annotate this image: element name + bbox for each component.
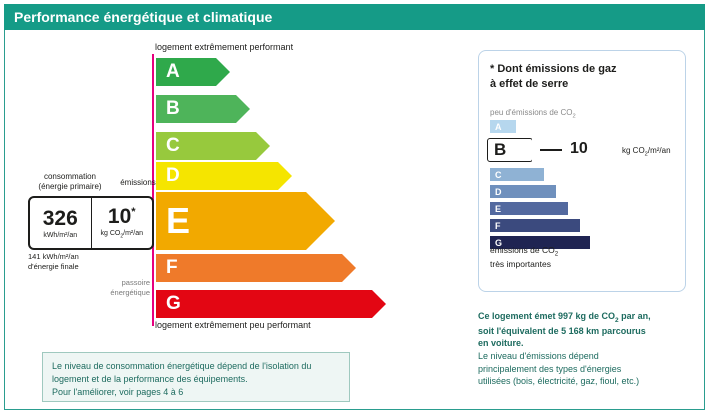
dpe-value-box xyxy=(28,196,154,250)
dpe-band-e-current xyxy=(156,192,306,250)
final-energy-line2: d'énergie finale xyxy=(28,261,79,271)
dpe-band-f-arrow xyxy=(342,254,356,282)
note-ges-line3: utilisées (bois, électricité, gaz, fioul, etc.) xyxy=(478,376,640,387)
dpe-band-d-letter: D xyxy=(166,165,180,186)
note-energy-line2: logement et de la performance des équipements. xyxy=(52,374,248,385)
ges-scale-top-label: peu d'émissions de $CO_2$ xyxy=(490,108,576,120)
dpe-top-label: logement extrêmement performant xyxy=(155,42,294,52)
dpe-band-d-arrow xyxy=(278,162,292,190)
ges-band-c xyxy=(490,168,544,181)
ges-band-b-current xyxy=(487,138,533,162)
consumption-header-line1: consommation xyxy=(43,172,97,181)
note-ges-line1: Le niveau d'émissions dépend xyxy=(478,351,599,362)
dpe-band-d xyxy=(156,162,278,190)
ges-band-f xyxy=(490,219,580,232)
emissions-value-number: 10 xyxy=(107,205,132,229)
passoire-label xyxy=(88,278,150,298)
ges-scale-bottom-label xyxy=(490,245,670,270)
consumption-value: 326 xyxy=(42,206,78,230)
note-energy-line1: Le niveau de consommation énergétique dépend de l'isolation du xyxy=(52,361,312,371)
dpe-band-c-letter: C xyxy=(166,135,180,156)
page-title xyxy=(4,4,705,30)
ges-band-e xyxy=(490,202,568,215)
dpe-axis-line xyxy=(152,54,154,326)
emissions-unit: kg $CO_2/m^2/an$ xyxy=(100,230,143,240)
dpe-bottom-label: logement extrêmement peu performant xyxy=(155,320,311,330)
dpe-band-g-arrow xyxy=(372,290,386,318)
note-ges xyxy=(478,310,684,388)
ges-band-g-letter: G xyxy=(495,237,503,248)
ges-value-unit: kg $CO_2/m^2/an$ xyxy=(622,146,671,158)
dpe-band-b-letter: B xyxy=(166,98,180,119)
ges-band-d-letter: D xyxy=(495,186,502,197)
dpe-band-f-letter: F xyxy=(166,257,178,278)
ges-title-line1: * Dont émissions de gaz xyxy=(490,63,617,75)
ges-scale-bottom-line1: émissions de $CO_2$ xyxy=(490,245,559,258)
emissions-asterisk: * xyxy=(131,206,136,219)
dpe-band-g xyxy=(156,290,372,318)
dpe-band-a-arrow xyxy=(216,58,230,86)
dpe-band-b xyxy=(156,95,236,123)
dpe-band-c-arrow xyxy=(256,132,270,160)
dpe-band-e-letter: E xyxy=(166,200,191,241)
ges-band-a-letter: A xyxy=(495,121,502,132)
consumption-header-line2: (énergie primaire) xyxy=(38,182,102,191)
ges-band-c-letter: C xyxy=(495,169,502,180)
ges-title xyxy=(490,62,670,92)
passoire-line1: passoire xyxy=(121,278,150,287)
ges-value: 10 xyxy=(570,140,588,157)
emissions-header: émissions xyxy=(120,178,156,187)
ges-band-e-letter: E xyxy=(495,203,502,214)
note-energy xyxy=(42,352,350,402)
consumption-unit: kWh/m²/an xyxy=(43,231,78,239)
ges-leader-line xyxy=(540,149,562,151)
note-ges-bold-line2: soit l'équivalent de 5 168 km parcourus xyxy=(478,325,646,336)
ges-scale-bottom-line2: très importantes xyxy=(490,258,551,269)
note-ges-line2: principalement des types d'énergies xyxy=(478,363,622,374)
ges-title-line2: à effet de serre xyxy=(490,77,569,90)
ges-band-b-letter: B xyxy=(494,140,507,159)
emissions-value-cell xyxy=(91,198,153,248)
final-energy-line1: 141 kWh/m²/an xyxy=(28,252,79,261)
final-energy-note xyxy=(28,252,128,272)
dpe-band-f xyxy=(156,254,342,282)
ges-band-d xyxy=(490,185,556,198)
emissions-value xyxy=(108,206,136,227)
dpe-band-a xyxy=(156,58,216,86)
dpe-band-c xyxy=(156,132,256,160)
dpe-band-e-arrow xyxy=(306,192,335,250)
dpe-band-b-arrow xyxy=(236,95,250,123)
consumption-value-cell xyxy=(30,198,91,248)
dpe-band-a-letter: A xyxy=(166,61,180,82)
ges-band-f-letter: F xyxy=(495,220,501,231)
passoire-line2: énergétique xyxy=(110,287,150,297)
page-title-text: Performance énergétique et climatique xyxy=(14,9,273,25)
note-ges-bold-line3: en voiture. xyxy=(478,338,524,349)
ges-band-a xyxy=(490,120,516,133)
note-energy-line3: Pour l'améliorer, voir pages 4 à 6 xyxy=(52,387,184,398)
dpe-band-g-letter: G xyxy=(166,293,181,314)
note-ges-bold-line1: Ce logement émet 997 kg de $CO_2$ par an, xyxy=(478,311,651,324)
consumption-header xyxy=(28,172,112,192)
